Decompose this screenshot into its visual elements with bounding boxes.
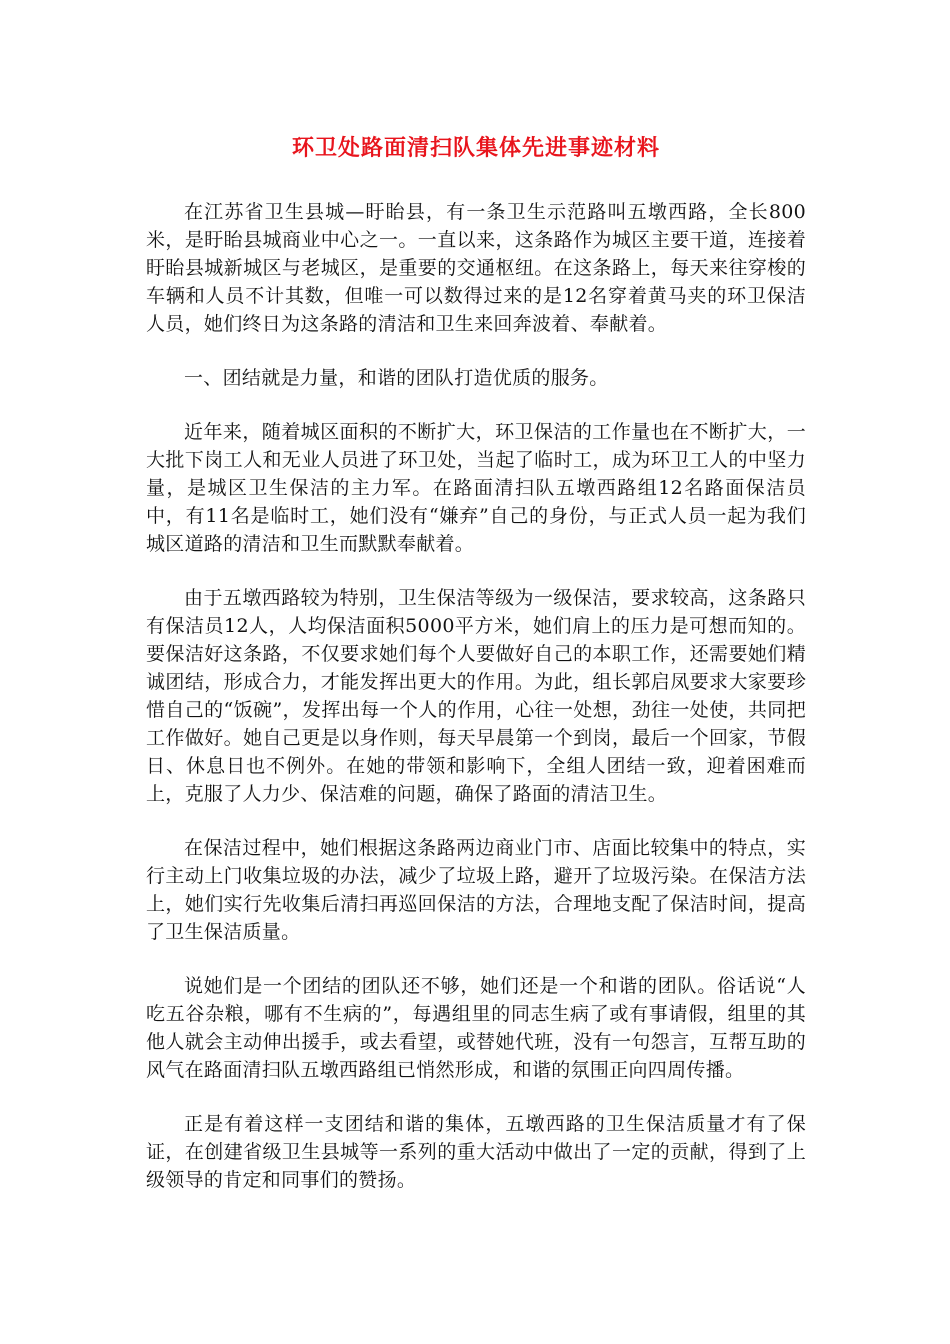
paragraph-intro: 在江苏省卫生县城—盱眙县，有一条卫生示范路叫五墩西路，全长800米，是盱眙县城商业中心之一。一直以来，这条路作为城区主要干道，连接着盱眙县城新城区与老城区，是重要的交通枢纽。在这条路上，每天来往穿梭的车辆和人员不计其数，但唯一可以数得过来的是12名穿着黄马夹的环卫保洁人员，她们终日为这条路的清洁和卫生来回奔波着、奉献着。: [146, 201, 806, 335]
paragraph: 正是有着这样一支团结和谐的集体，五墩西路的卫生保洁质量才有了保证，在创建省级卫生县城等一系列的重大活动中做出了一定的贡献，得到了上级领导的肯定和同事们的赞扬。: [146, 1113, 806, 1191]
section-heading: 一、团结就是力量，和谐的团队打造优质的服务。: [184, 367, 609, 389]
paragraph: 由于五墩西路较为特别，卫生保洁等级为一级保洁，要求较高，这条路只有保洁员12人，人均保洁面积5000平方米，她们肩上的压力是可想而知的。要保洁好这条路，不仅要求她们每个人要做好自己的本职工作，还需要她们精诚团结，形成合力，才能发挥出更大的作用。为此，组长郭启凤要求大家要珍惜自己的“饭碗”，发挥出每一个人的作用，心往一处想，劲往一处使，共同把工作做好。她自己更是以身作则，每天早晨第一个到岗，最后一个回家，节假日、休息日也不例外。在她的带领和影响下，全组人团结一致，迎着困难而上，克服了人力少、保洁难的问题，确保了路面的清洁卫生。: [146, 587, 806, 805]
paragraph: 说她们是一个团结的团队还不够，她们还是一个和谐的团队。俗话说“人吃五谷杂粮，哪有不生病的”，每遇组里的同志生病了或有事请假，组里的其他人就会主动伸出援手，或去看望，或替她代班，没有一句怨言，互帮互助的风气在路面清扫队五墩西路组已悄然形成，和谐的氛围正向四周传播。: [146, 975, 806, 1081]
paragraph: 近年来，随着城区面积的不断扩大，环卫保洁的工作量也在不断扩大，一大批下岗工人和无业人员进了环卫处，当起了临时工，成为环卫工人的中坚力量，是城区卫生保洁的主力军。在路面清扫队五墩西路组12名路面保洁员中，有11名是临时工，她们没有“嫌弃”自己的身份，与正式人员一起为我们城区道路的清洁和卫生而默默奉献着。: [146, 421, 806, 555]
document-page: [146, 132, 806, 1220]
document-body: [146, 198, 806, 1194]
paragraph: 在保洁过程中，她们根据这条路两边商业门市、店面比较集中的特点，实行主动上门收集垃圾的办法，减少了垃圾上路，避开了垃圾污染。在保洁方法上，她们实行先收集后清扫再巡回保洁的方法，合理地支配了保洁时间，提高了卫生保洁质量。: [146, 837, 806, 943]
document-title: 环卫处路面清扫队集体先进事迹材料: [291, 136, 660, 161]
